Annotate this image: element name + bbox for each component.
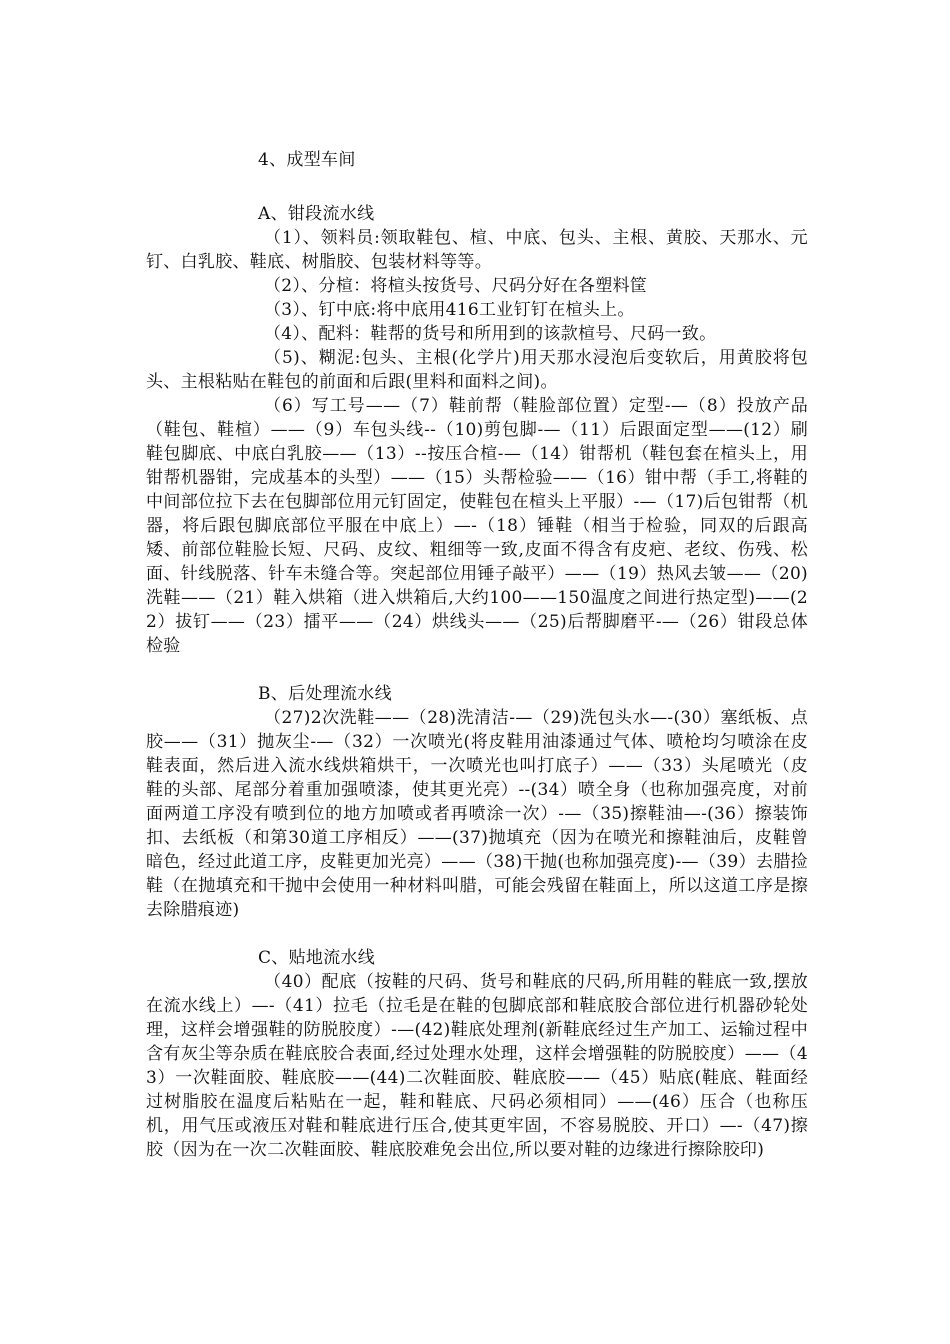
section-c-heading: C、贴地流水线 [258,948,376,968]
section-a-paragraph-6: （6）写工号——（7）鞋前帮（鞋脸部位置）定型-—（8）投放产品（鞋包、鞋楦）——（9）车包头线--（10)剪包脚-—（11）后跟面定型——(12）刷鞋包脚底、中底白乳胶——（13）--按压合楦-—（14）钳帮机（鞋包套在楦头上，用钳帮机器钳，完成基本的头型）——（15）头帮检验——（16）钳中帮（手工,将鞋的中间部位拉下去在包脚部位用元钉固定，使鞋包在楦头上平服）-—（17)后包钳帮（机器，将后跟包脚底部位平服在中底上）—-（18）锤鞋（相当于检验，同双的后跟高矮、前部位鞋脸长短、尺码、皮纹、粗细等一致,皮面不得含有皮疤、老纹、伤残、松面、针线脱落、针车未缝合等。突起部位用锤子敲平）——（19）热风去皱——（20)洗鞋——（21）鞋入烘箱（进入烘箱后,大约100——150温度之间进行热定型)——(22）拔钉——（23）擂平——（24）烘线头——（25)后帮脚磨平-—（26）钳段总体检验 [146,396,808,656]
spacer [146,172,808,202]
section-c-paragraph-1: （40）配底（按鞋的尺码、货号和鞋底的尺码,所用鞋的鞋底一致,摆放在流水线上）—-（41）拉毛（拉毛是在鞋的包脚底部和鞋底胶合部位进行机器砂轮处理，这样会增强鞋的防脱胶度）-—(42)鞋底处理剂(新鞋底经过生产加工、运输过程中含有灰尘等杂质在鞋底胶合表面,经过处理水处理，这样会增强鞋的防脱胶度）——（43）一次鞋面胶、鞋底胶——(44)二次鞋面胶、鞋底胶——（45）贴底(鞋底、鞋面经过树脂胶在温度后粘贴在一起，鞋和鞋底、尺码必须相同）——(46）压合（也称压机，用气压或液压对鞋和鞋底进行压合,使其更牢固，不容易脱胶、开口）—-（47)擦胶（因为在一次二次鞋面胶、鞋底胶难免会出位,所以要对鞋的边缘进行擦除胶印) [146,972,808,1160]
section-b [146,682,808,922]
section-a-paragraph-4: （4）、配料：鞋帮的货号和所用到的该款楦号、尺码一致。 [264,324,717,344]
section-a-paragraph-3: （3）、钉中底:将中底用416工业钉钉在楦头上。 [264,300,635,320]
section-a-paragraph-2: （2）、分楦：将楦头按货号、尺码分好在各塑料筐 [264,276,648,296]
document-body [146,148,808,1162]
spacer [146,658,808,682]
section-a-paragraph-1: （1）、领料员:领取鞋包、楦、中底、包头、主根、黄胶、天那水、元钉、白乳胶、鞋底、树脂胶、包装材料等等。 [146,228,808,272]
document-title: 4、成型车间 [258,150,356,170]
section-b-heading: B、后处理流水线 [258,684,392,704]
spacer [146,922,808,946]
section-a-heading: A、钳段流水线 [258,204,375,224]
section-c [146,946,808,1162]
section-b-paragraph-1: （27)2次洗鞋——（28)洗清洁-—（29)洗包头水—-(30）塞纸板、点胶——（31）抛灰尘-—（32）一次喷光(将皮鞋用油漆通过气体、喷枪均匀喷涂在皮鞋表面，然后进入流水线烘箱烘干，一次喷光也叫打底子）——（33）头尾喷光（皮鞋的头部、尾部分着重加强喷漆，使其更光亮）--(34）喷全身（也称加强亮度，对前面两道工序没有喷到位的地方加喷或者再喷涂一次）-—（35)擦鞋油—-(36）擦装饰扣、去纸板（和第30道工序相反）——(37)抛填充（因为在喷光和擦鞋油后，皮鞋曾暗色，经过此道工序，皮鞋更加光亮）——（38)干抛(也称加强亮度)-—（39）去腊捡鞋（在抛填充和干抛中会使用一种材料叫腊，可能会残留在鞋面上，所以这道工序是擦去除腊痕迹) [146,708,808,920]
section-a [146,202,808,658]
section-a-paragraph-5: （5)、糊泥:包头、主根(化学片)用天那水浸泡后变软后，用黄胶将包头、主根粘贴在鞋包的前面和后跟(里料和面料之间)。 [146,348,808,392]
